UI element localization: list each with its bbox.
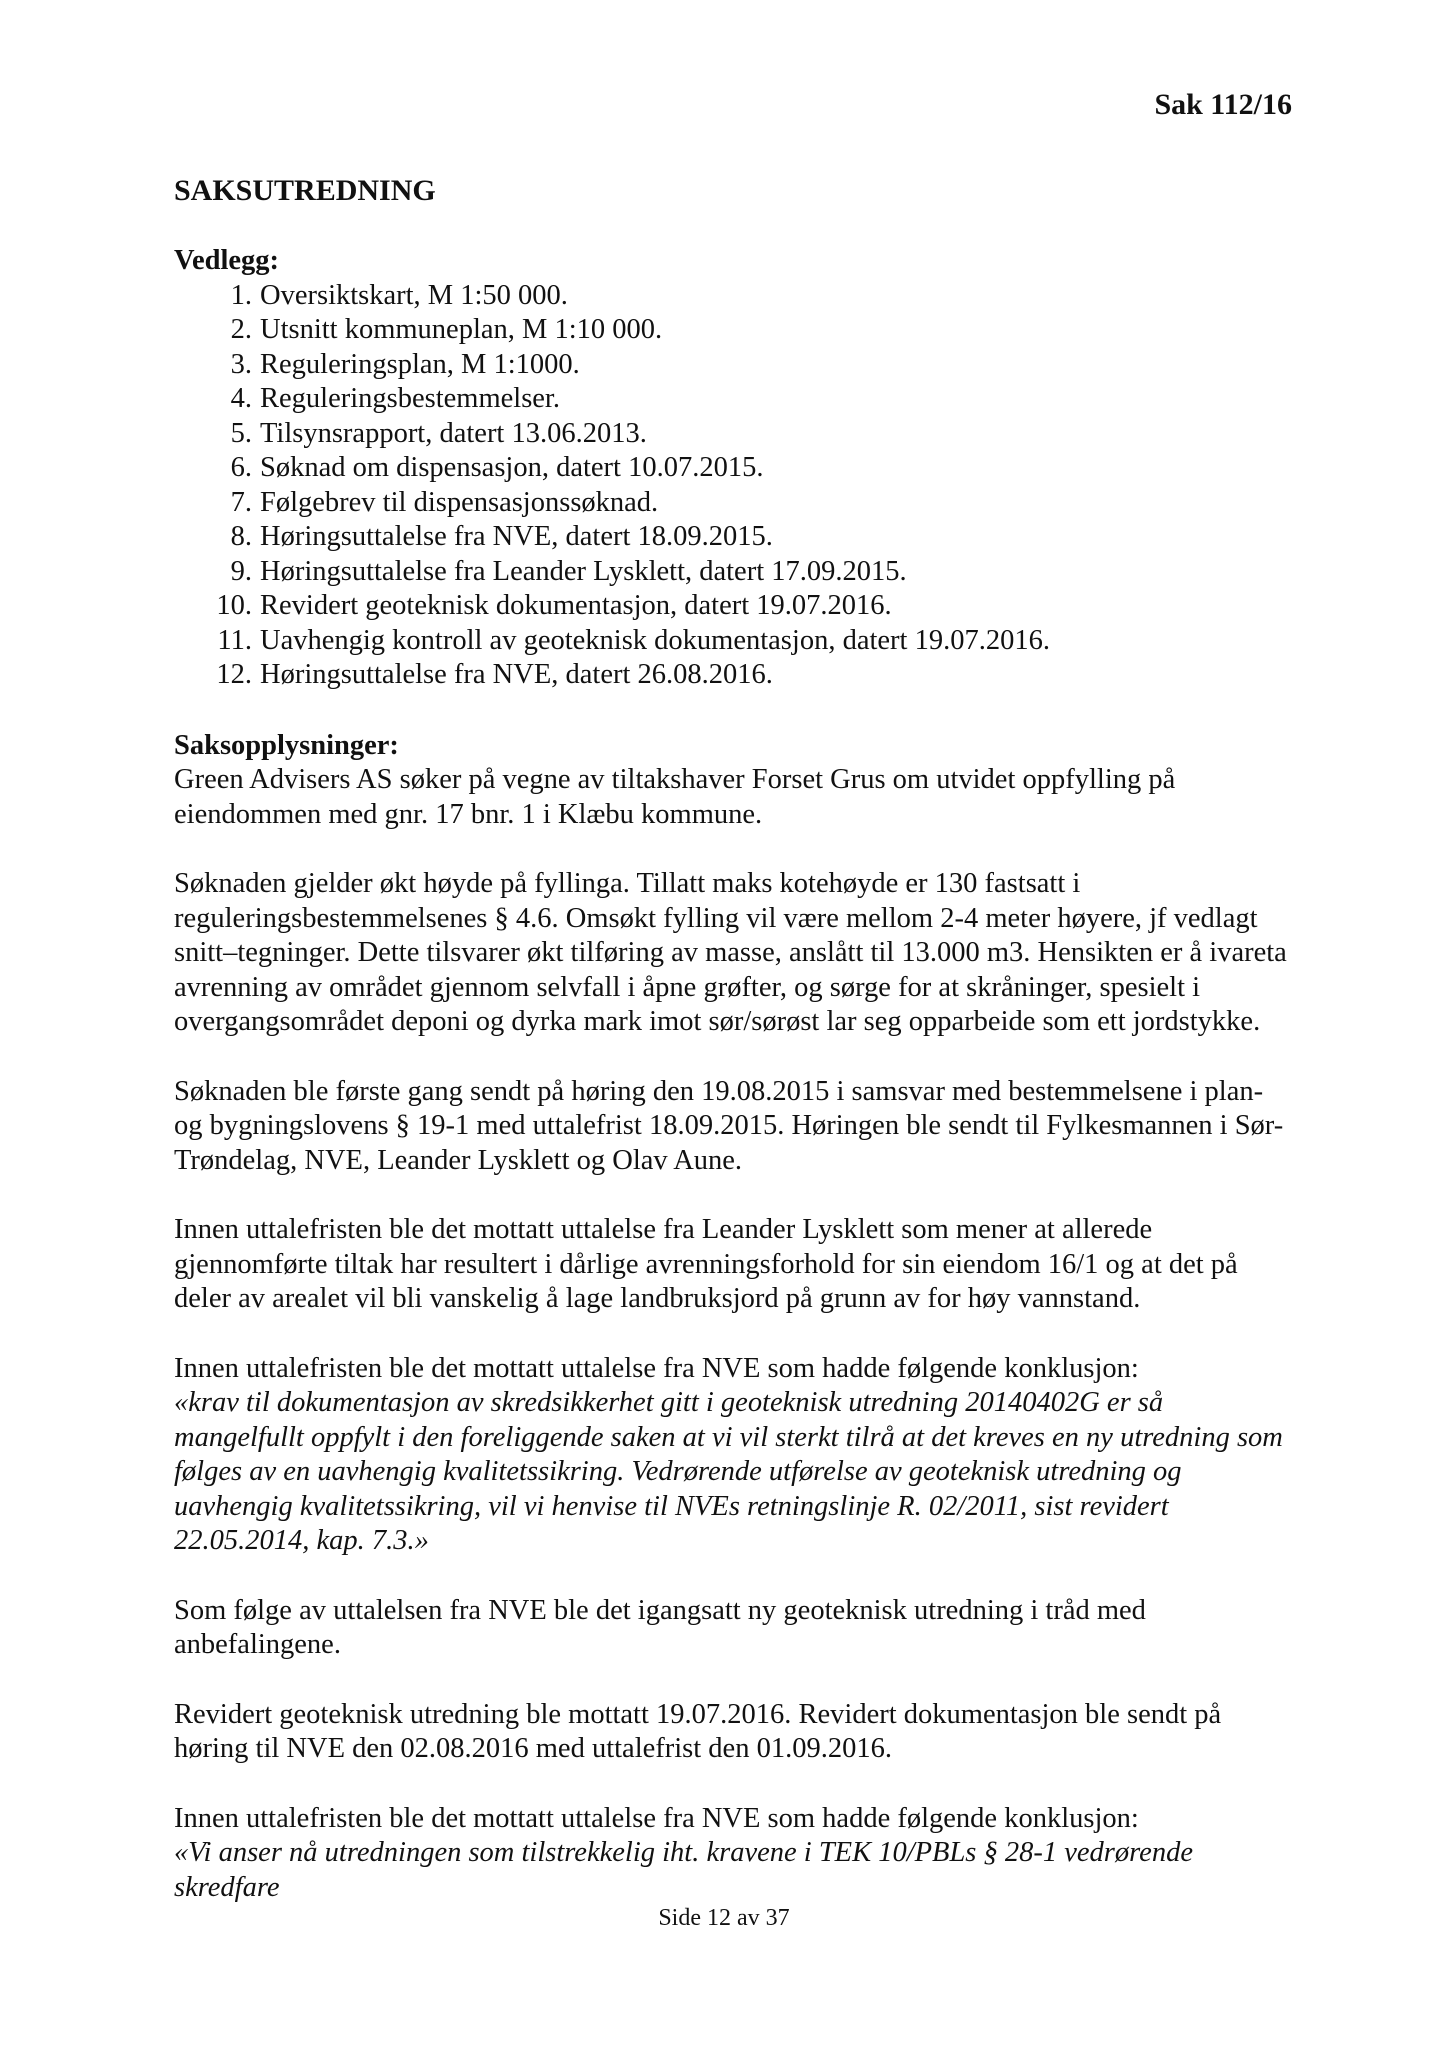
paragraph-lysklett: Innen uttalefristen ble det mottatt uttalelse fra Leander Lysklett som mener at allerede gjennomførte tiltak har resultert i dårlige avrenningsforhold for sin eiendom 16/1 og at det på deler av arealet vil bli vanskelig å lage landbruksjord på grunn av for høy vannstand. [174, 1214, 1238, 1314]
paragraph-application: Green Advisers AS søker på vegne av tiltakshaver Forset Grus om utvidet oppfylling på eiendommen med gnr. 17 bnr. 1 i Klæbu kommune. [174, 764, 1176, 830]
list-item-text: Oversiktskart, M 1:50 000. [260, 279, 568, 311]
list-item-text: Reguleringsbestemmelser. [260, 383, 560, 414]
list-item [174, 348, 1294, 383]
attachments-heading: Vedlegg: [174, 245, 280, 276]
document-body [174, 174, 1294, 1905]
list-item-number: 6. [230, 452, 252, 483]
list-item-text: Søknad om dispensasjon, datert 10.07.2015. [260, 452, 764, 483]
list-item-text: Høringsuttalelse fra NVE, datert 26.08.2016. [260, 659, 773, 690]
paragraph-followup: Som følge av uttalelsen fra NVE ble det igangsatt ny geoteknisk utredning i tråd med anbefalingene. [174, 1594, 1146, 1660]
list-item [174, 279, 1294, 314]
list-item-number: 9. [230, 555, 252, 587]
list-item-number: 8. [230, 521, 252, 552]
paragraph-height: Søknaden gjelder økt høyde på fyllinga. Tillatt maks kotehøyde er 130 fastsatt i reguleringsbestemmelsenes § 4.6. Omsøkt fylling vil være mellom 2-4 meter høyere, jf vedlagt snitt–tegninger. Dette tilsvarer økt tilføring av masse, anslått til 13.000 m3. Hensikten er å ivareta avrenning av området gjennom selvfall i åpne grøfter, og sørge for at skråninger, spesielt i overgangsområdet deponi og dyrka mark imot sør/sørøst lar seg opparbeide som ett jordstykke. [174, 868, 1287, 1037]
paragraph-revised: Revidert geoteknisk utredning ble mottatt 19.07.2016. Revidert dokumentasjon ble sendt på høring til NVE den 02.08.2016 med uttalefrist den 01.09.2016. [174, 1698, 1222, 1764]
list-item-text: Høringsuttalelse fra NVE, datert 18.09.2015. [260, 521, 773, 552]
list-item [174, 520, 1294, 555]
list-item-text: Uavhengig kontroll av geoteknisk dokumentasjon, datert 19.07.2016. [260, 624, 1050, 656]
list-item-number: 10. [216, 590, 252, 621]
facts-heading: Saksopplysninger: [174, 729, 399, 761]
list-item-number: 1. [230, 279, 252, 311]
paragraph-nve-intro-2: Innen uttalefristen ble det mottatt uttalelse fra NVE som hadde følgende konklusjon: [174, 1802, 1139, 1834]
case-number: Sak 112/16 [1154, 88, 1292, 121]
list-item [174, 417, 1294, 452]
list-item-number: 11. [217, 624, 252, 656]
nve-quote-1: «krav til dokumentasjon av skredsikkerhet gitt i geoteknisk utredning 20140402G er så mangelfullt oppfylt i den foreliggende saken at vi vil sterkt tilrå at det kreves en ny utredning som følges av en uavhengig kvalitetssikring. Vedrørende utførelse av geoteknisk utredning og uavhengig kvalitetssikring, vil vi henvise til NVEs retningslinje R. 02/2011, sist revidert 22.05.2014, kap. 7.3.» [174, 1387, 1283, 1556]
list-item-number: 7. [230, 486, 252, 518]
list-item [174, 589, 1294, 624]
list-item-text: Utsnitt kommuneplan, M 1:10 000. [260, 314, 663, 345]
list-item-number: 5. [230, 417, 252, 449]
document-title: SAKSUTREDNING [174, 174, 436, 207]
list-item [174, 658, 1294, 693]
list-item [174, 382, 1294, 417]
list-item-text: Høringsuttalelse fra Leander Lysklett, datert 17.09.2015. [260, 555, 907, 587]
list-item-number: 4. [230, 383, 252, 414]
page-footer: Side 12 av 37 [658, 1905, 790, 1931]
list-item [174, 624, 1294, 659]
list-item-number: 3. [230, 348, 252, 380]
paragraph-nve-intro-1: Innen uttalefristen ble det mottatt uttalelse fra NVE som hadde følgende konklusjon: [174, 1352, 1139, 1384]
list-item-text: Revidert geoteknisk dokumentasjon, datert 19.07.2016. [260, 590, 892, 621]
nve-quote-2: «Vi anser nå utredningen som tilstrekkelig iht. kravene i TEK 10/PBLs § 28-1 vedrørende skredfare [174, 1837, 1193, 1903]
list-item-text: Reguleringsplan, M 1:1000. [260, 348, 580, 380]
attachments-list [174, 279, 1294, 693]
list-item [174, 313, 1294, 348]
list-item [174, 555, 1294, 590]
list-item-text: Tilsynsrapport, datert 13.06.2013. [260, 417, 647, 449]
list-item [174, 486, 1294, 521]
list-item [174, 451, 1294, 486]
list-item-number: 12. [216, 659, 252, 690]
list-item-number: 2. [230, 314, 252, 345]
list-item-text: Følgebrev til dispensasjonssøknad. [260, 486, 659, 518]
paragraph-hearing: Søknaden ble første gang sendt på høring den 19.08.2015 i samsvar med bestemmelsene i plan- og bygningslovens § 19-1 med uttalefrist 18.09.2015. Høringen ble sendt til Fylkesmannen i Sør-Trøndelag, NVE, Leander Lysklett og Olav Aune. [174, 1075, 1284, 1176]
